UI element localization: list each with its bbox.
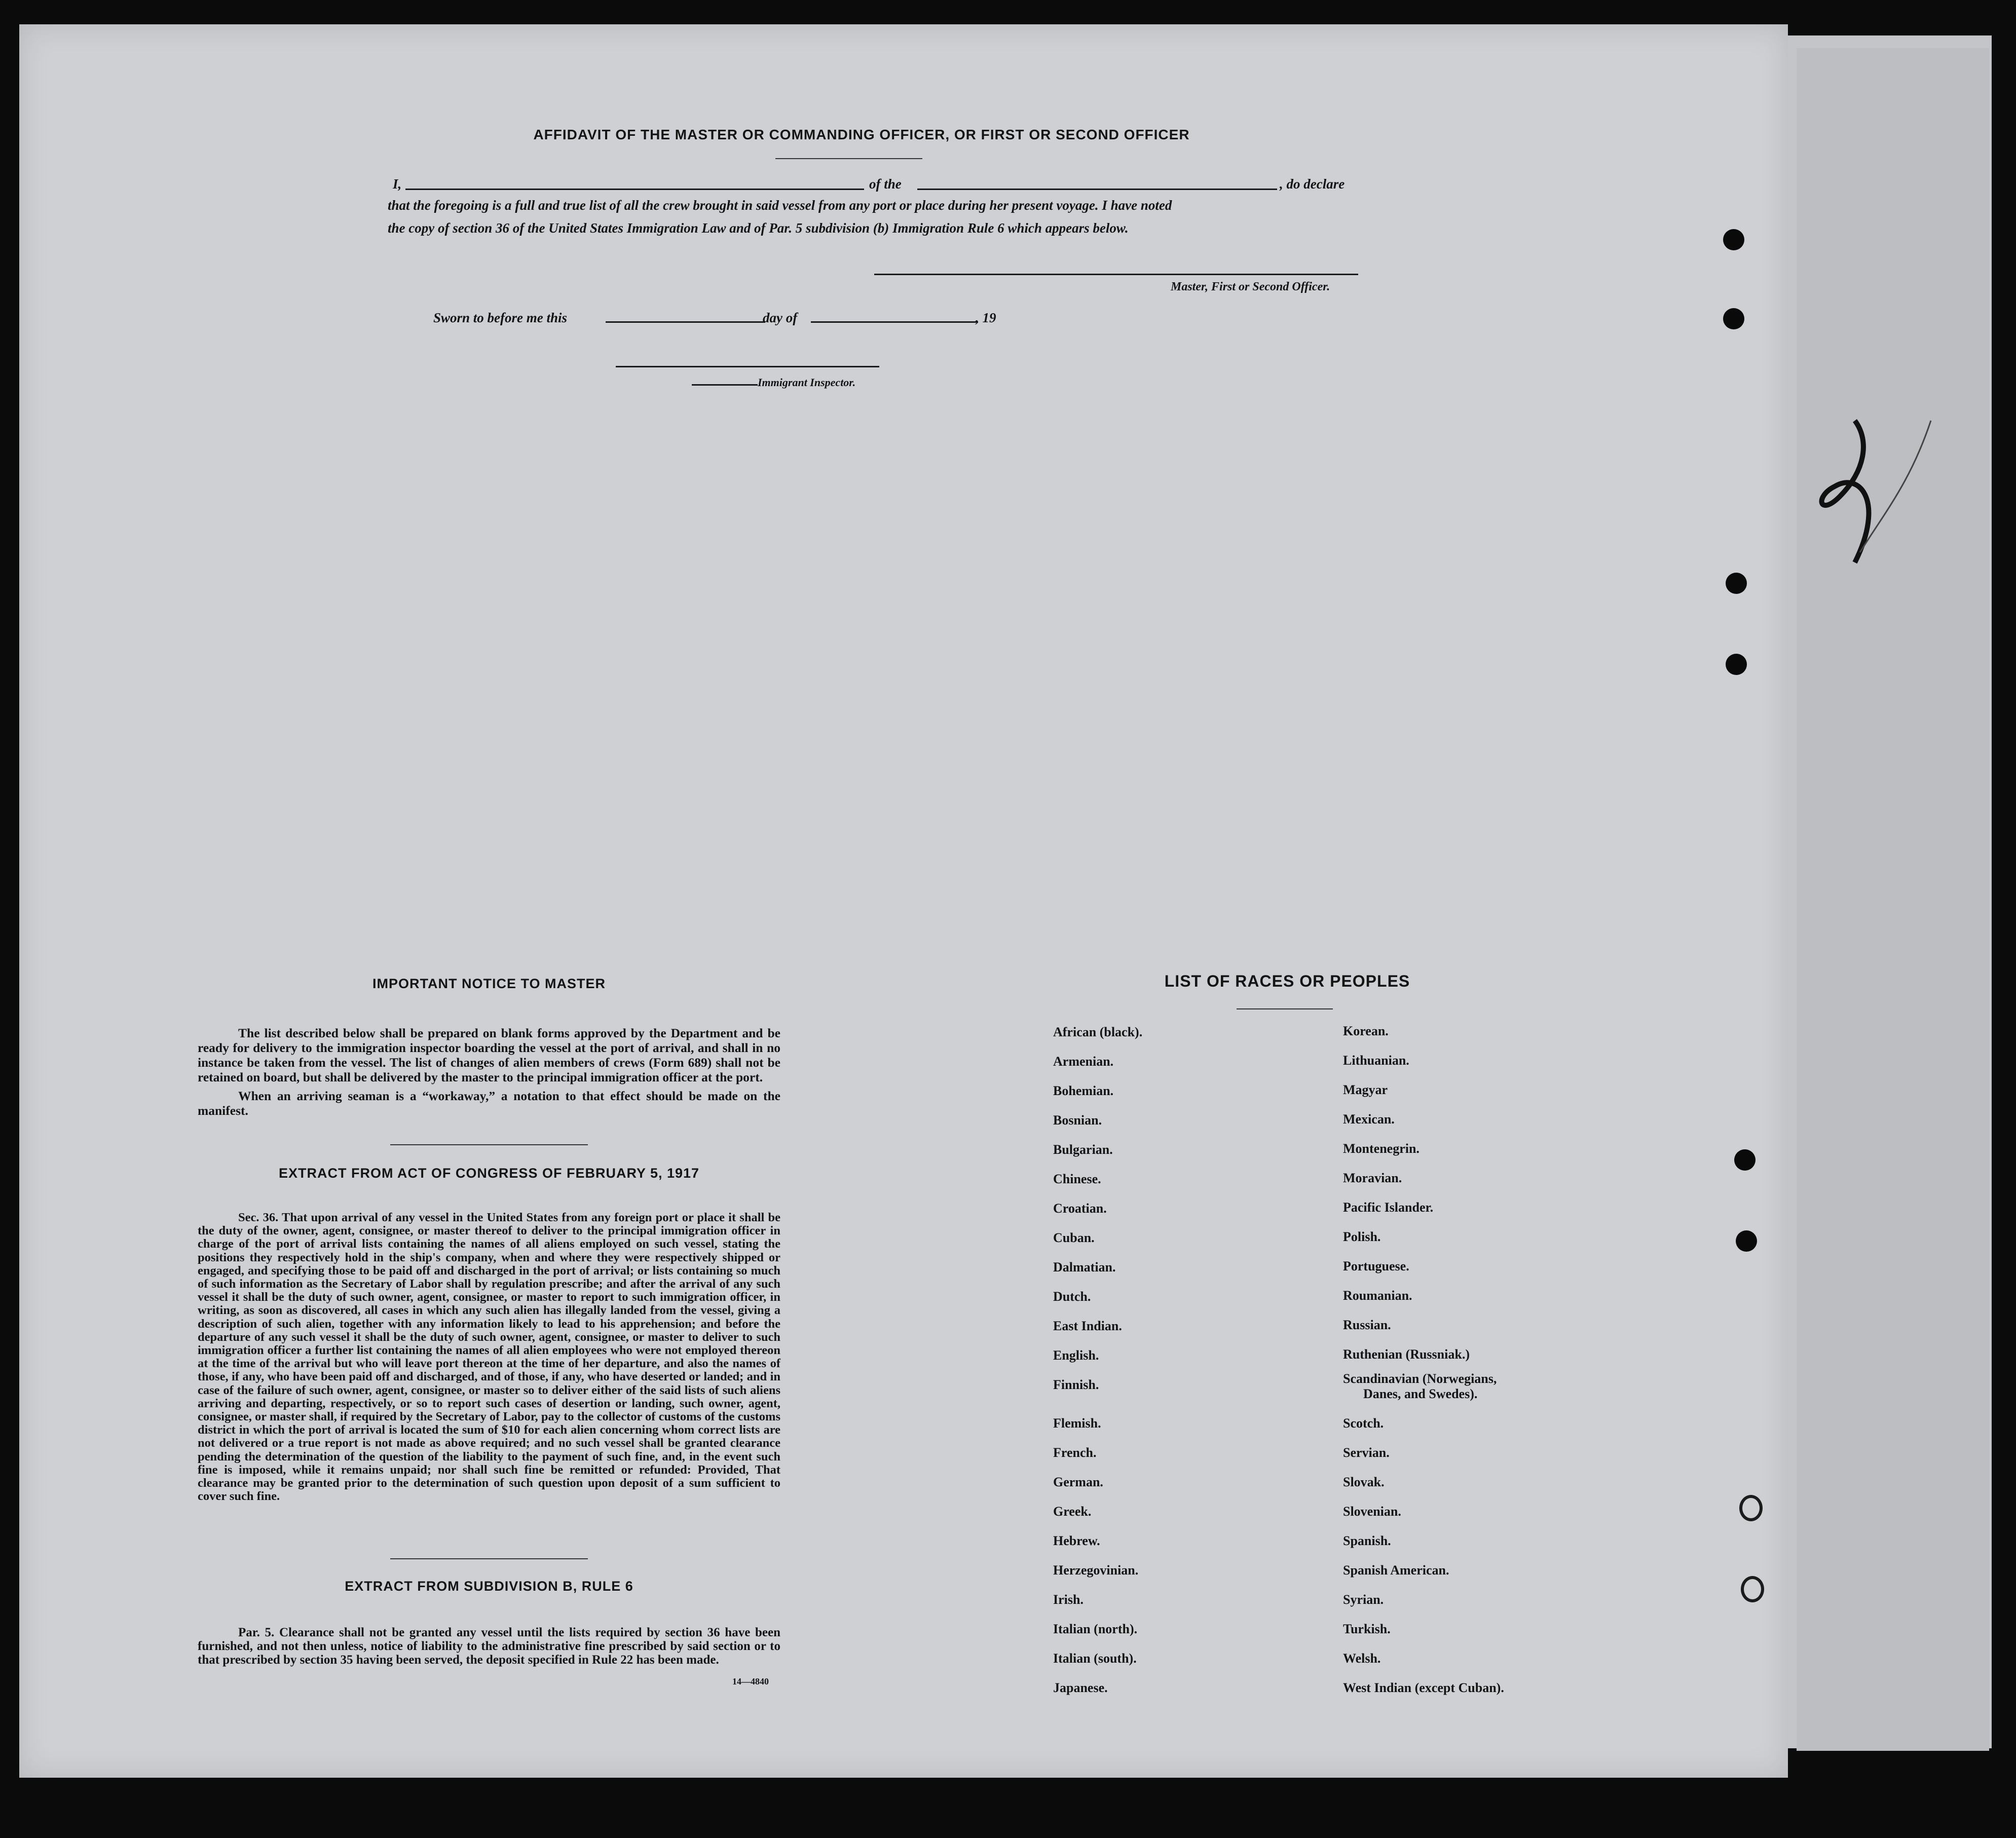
master-signature-line: [874, 274, 1358, 275]
race-item: Korean.: [1343, 1024, 1389, 1038]
race-item: Chinese.: [1053, 1172, 1101, 1186]
race-item: Servian.: [1343, 1445, 1390, 1460]
act-extract-title: EXTRACT FROM ACT OF CONGRESS OF FEBRUARY 5, 1917: [278, 1166, 700, 1181]
race-item: Bohemian.: [1053, 1083, 1114, 1098]
punch-hole: [1723, 229, 1744, 250]
sworn-month-blank: [811, 321, 978, 323]
race-item: Greek.: [1053, 1504, 1092, 1519]
rule-extract-body: [198, 1626, 780, 1671]
race-item: Roumanian.: [1343, 1288, 1412, 1303]
race-item: Lithuanian.: [1343, 1053, 1409, 1068]
form-number: 14—4840: [732, 1676, 769, 1686]
punch-hole-ring: [1739, 1495, 1763, 1521]
affidavit-of-the: of the: [869, 176, 902, 192]
notice-title: IMPORTANT NOTICE TO MASTER: [372, 976, 606, 991]
punch-hole: [1723, 308, 1744, 329]
rule-extract-title: EXTRACT FROM SUBDIVISION B, RULE 6: [345, 1579, 633, 1594]
races-title-underline: [1237, 1008, 1333, 1009]
race-item: Slovenian.: [1343, 1504, 1401, 1519]
race-item: Finnish.: [1053, 1377, 1099, 1392]
race-item: Slovak.: [1343, 1475, 1385, 1489]
race-item: Italian (south).: [1053, 1651, 1137, 1666]
race-item: English.: [1053, 1348, 1099, 1363]
race-item: Hebrew.: [1053, 1533, 1100, 1548]
act-extract-text: Sec. 36. That upon arrival of any vessel in the United States from any foreign port or place it shall be the duty of the owner, agent, consignee, or master thereof to deliver to the principal immigration officer in charge of the port of arrival lists containing the names of all aliens employed on such vessel, stating the positions they respectively hold in the ship's company, when and where they were respectively shipped or engaged, and specifying those to be paid off and discharged in the port of arrival; or lists containing so much of such information as the Secretary of Labor shall by regulation prescribe; and after the arrival of any such vessel it shall be the duty of such owner, agent, consignee, or master to report to such immigration officer, in writing, as soon as discovered, all cases in which any such alien has illegally landed from the vessel, giving a description of such alien, together with any information likely to lead to his apprehension; and before the departure of any such vessel it shall be the duty of such owner, agent, consignee, or master to deliver to such immigration officer a further list containing the names of all alien employees who were not employed thereon at the time of the arrival but who will leave port thereon at the time of her departure, and also the names of those, if any, who have been paid off and discharged, and of those, if any, who have deserted or landed; and in case of the failure of such owner, agent, consignee, or master so to deliver either of the said lists of such aliens arriving and departing, respectively, or so to report such cases of desertion or landing, such owner, agent, consignee, or master shall, if required by the Secretary of Labor, pay to the collector of customs of the customs district in which the port of arrival is located the sum of $10 for each alien concerning whom correct lists are not delivered or a true report is not made as above required; and no such vessel shall be granted clearance pending the determination of the question of the liability to the payment of such fine, and, in the event such fine is imposed, while it remains unpaid; nor shall such fine be remitted or refunded: Provided, That clearance may be granted prior to the determination of such question upon deposit of a sum sufficient to cover such fine.: [198, 1211, 780, 1504]
punch-hole: [1726, 573, 1747, 594]
race-item: Croatian.: [1053, 1201, 1107, 1216]
affidavit-text-line-2: the copy of section 36 of the United States Immigration Law and of Par. 5 subdivision (b) Immigration Rule 6 which appears below.: [388, 220, 1129, 236]
race-item: Herzegovinian.: [1053, 1563, 1139, 1578]
inspector-signature-line-2: [692, 384, 758, 386]
race-item: Japanese.: [1053, 1680, 1108, 1695]
race-item: Armenian.: [1053, 1054, 1114, 1069]
affidavit-title: AFFIDAVIT OF THE MASTER OR COMMANDING OFFICER, OR FIRST OR SECOND OFFICER: [533, 127, 1190, 142]
act-extract-body: [198, 1211, 780, 1507]
race-item: Ruthenian (Russniak.): [1343, 1347, 1470, 1362]
sworn-label: Sworn to before me this: [433, 310, 568, 325]
name-blank: [405, 189, 864, 190]
race-item: Spanish.: [1343, 1533, 1391, 1548]
notice-paragraph-1: The list described below shall be prepared on blank forms approved by the Department and be ready for delivery to the immigration inspector boarding the vessel at the port of arrival, and shall in no instance be taken from the vessel. The list of changes of alien members of crews (Form 689) shall not be retained on board, but shall be delivered by the master to the principal immigration officer at the port.: [198, 1026, 780, 1084]
vessel-blank: [917, 189, 1277, 190]
punch-hole: [1736, 1230, 1757, 1252]
race-item: Magyar: [1343, 1082, 1388, 1097]
race-item: Scandinavian (Norwegians,: [1343, 1371, 1497, 1386]
race-item: Russian.: [1343, 1318, 1391, 1332]
bleed-through-column: [304, 426, 1672, 932]
race-item: Moravian.: [1343, 1171, 1402, 1185]
punch-hole: [1734, 1149, 1756, 1171]
race-item: Italian (north).: [1053, 1622, 1138, 1636]
race-item: Bulgarian.: [1053, 1142, 1113, 1157]
race-item: Bosnian.: [1053, 1113, 1102, 1128]
race-item: Turkish.: [1343, 1622, 1391, 1636]
inspector-label: Immigrant Inspector.: [758, 376, 856, 389]
master-signature-label: Master, First or Second Officer.: [1171, 280, 1330, 293]
race-item: Syrian.: [1343, 1592, 1384, 1607]
affidavit-i-label: I,: [393, 176, 402, 192]
race-item: Spanish American.: [1343, 1563, 1449, 1578]
rule-extract-text: Par. 5. Clearance shall not be granted any vessel until the lists required by section 36 have been furnished, and not then unless, notice of liability to the administrative fine prescribed by said section or to that prescribed by section 35 having been served, the deposit specified in Rule 22 has been made.: [198, 1626, 780, 1667]
race-item: Portuguese.: [1343, 1259, 1409, 1273]
race-item: French.: [1053, 1445, 1097, 1460]
race-item: Montenegrin.: [1343, 1141, 1420, 1156]
race-item: Scotch.: [1343, 1416, 1384, 1431]
sworn-year: , 19: [976, 310, 996, 325]
race-item: Polish.: [1343, 1229, 1381, 1244]
race-item: West Indian (except Cuban).: [1343, 1680, 1504, 1695]
race-item: Dutch.: [1053, 1289, 1091, 1304]
race-item: Dalmatian.: [1053, 1260, 1116, 1274]
race-item: Irish.: [1053, 1592, 1084, 1607]
handwritten-mark: [1794, 410, 1946, 573]
notice-paragraph-2: When an arriving seaman is a “workaway,” a notation to that effect should be made on the manifest.: [198, 1089, 780, 1118]
affidavit-text-line-1: that the foregoing is a full and true list of all the crew brought in said vessel from any port or place during her present voyage. I have noted: [388, 198, 1172, 213]
section-divider: [390, 1558, 588, 1559]
race-item: African (black).: [1053, 1025, 1143, 1039]
sworn-day-of: day of: [763, 310, 798, 325]
race-item: Welsh.: [1343, 1651, 1381, 1666]
name-blank-underline: [775, 158, 922, 159]
affidavit-do-declare: , do declare: [1280, 176, 1345, 192]
race-item: Mexican.: [1343, 1112, 1395, 1127]
notice-body: [198, 1026, 780, 1122]
race-item: Pacific Islander.: [1343, 1200, 1434, 1215]
punch-hole: [1726, 654, 1747, 675]
underlying-sheet-edge-2: [1797, 48, 1989, 1751]
race-item: East Indian.: [1053, 1319, 1122, 1333]
race-item: Flemish.: [1053, 1416, 1101, 1431]
race-item: German.: [1053, 1475, 1103, 1489]
punch-hole-ring: [1741, 1576, 1764, 1602]
race-item-continuation: Danes, and Swedes).: [1363, 1386, 1478, 1401]
sworn-day-blank: [606, 321, 765, 323]
races-title: LIST OF RACES OR PEOPLES: [1164, 972, 1410, 990]
inspector-signature-line: [616, 366, 879, 367]
section-divider: [390, 1144, 588, 1145]
race-item: Cuban.: [1053, 1230, 1095, 1245]
